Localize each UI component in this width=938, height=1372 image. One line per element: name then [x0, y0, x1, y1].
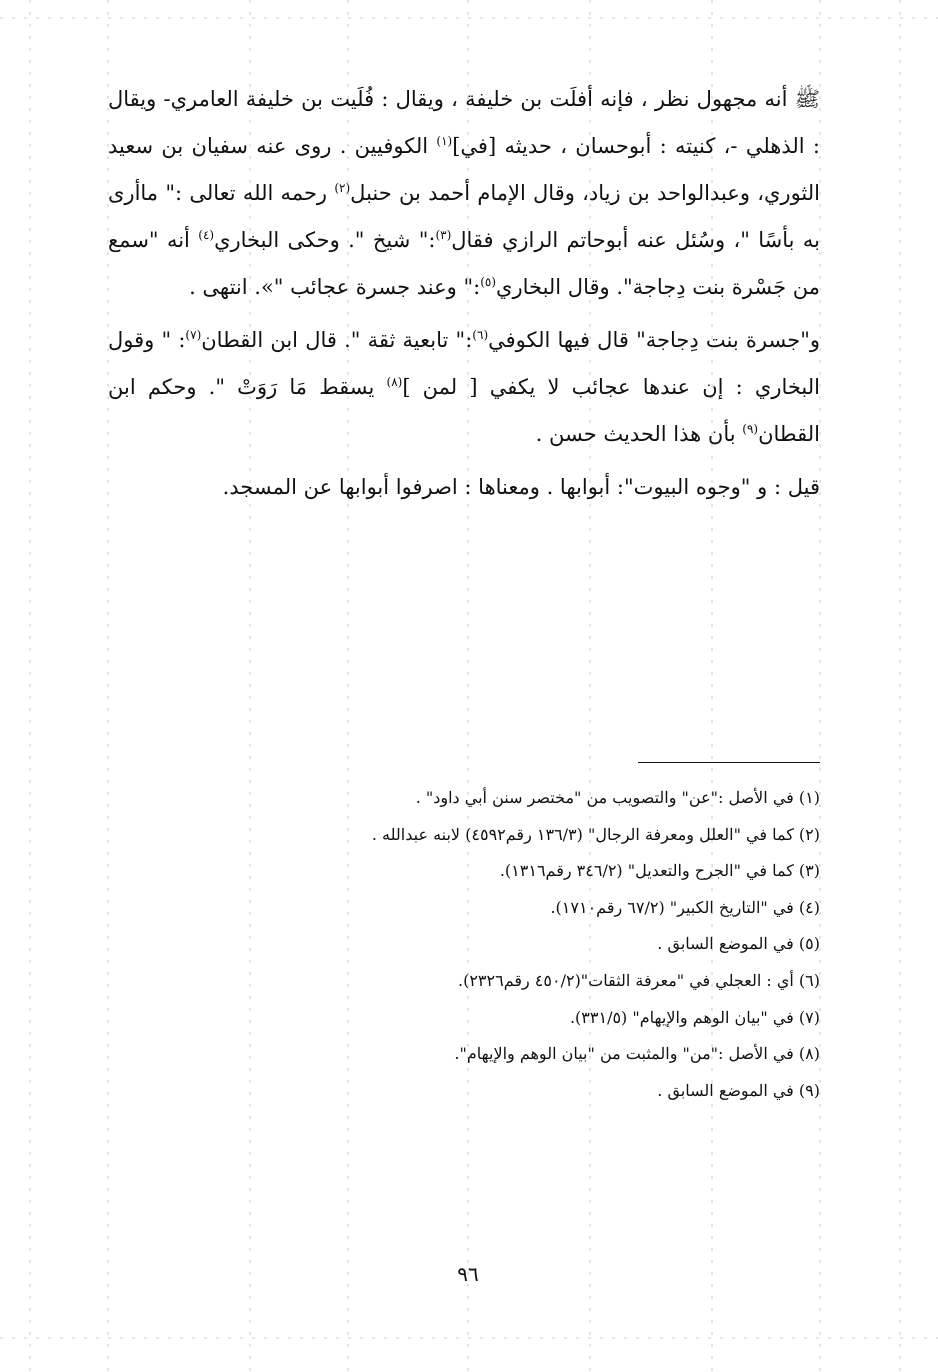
footnote-ref-2: (٢) [334, 181, 351, 195]
page-number: ٩٦ [457, 1262, 479, 1286]
footnote-ref-9: (٩) [742, 422, 759, 436]
footnote-2: (٢) كما في "العلل ومعرفة الرجال" (١٣٦/٣ رقم٤٥٩٢) لابنه عبدالله . [371, 824, 820, 844]
footnote-ref-8: (٨) [386, 375, 403, 389]
footnote-ref-3: (٣) [435, 228, 452, 242]
footnote-ref-4: (٤) [198, 228, 215, 242]
footnote-4: (٤) في "التاريخ الكبير" (٦٧/٢ رقم١٧١٠). [550, 897, 820, 917]
footnote-ref-6: (٦) [472, 328, 489, 342]
footnote-8: (٨) في الأصل :"من" والمثبت من "بيان الوهم والإيهام". [454, 1044, 820, 1064]
footnote-6: (٦) أي : العجلي في "معرفة الثقات"(٤٥٠/٢ رقم٢٣٢٦). [457, 970, 820, 990]
footnote-separator [638, 762, 820, 763]
footnote-ref-1: (١) [436, 134, 453, 148]
paragraph-3: قيل : و "وجوه البيوت": أبوابها . ومعناها : اصرفوا أبوابها عن المسجد. [222, 475, 820, 499]
footnote-7: (٧) في "بيان الوهم والإيهام" (٣٣١/٥). [569, 1007, 820, 1027]
footnote-1: (١) في الأصل :"عن" والتصويب من "مختصر سنن أبي داود" . [415, 788, 820, 807]
footnote-ref-7: (٧) [185, 328, 202, 342]
paragraph-1: ﷺ أنه مجهول نظر ، فإنه أفلَت بن خليفة ، ويقال : فُلَيت بن خليفة العامري- ويقال : الذهلي -، كنيته : أبوحسان ، حديثه [في]$^{(١)}$ الكوفيين . روى عنه سفيان بن سعيد الثوري، وعبدالواحد بن زياد، وقال الإمام أحمد بن حنبل$^{(٢)}$ رحمه الله تعالى :" ماأرى به بأسًا "، وسُئل عنه أبوحاتم الرازي فقال$^{(٣)}$:" شيخ ". وحكى البخاري$^{(٤)}$ أنه "سمع من جَسْرة بنت دِجاجة". وقال البخاري$^{(٥)}$:" وعند جسرة عجائب "». انتهى . [108, 87, 820, 299]
footnotes [108, 780, 820, 1109]
footnote-3: (٣) كما في "الجرح والتعديل" (٣٤٦/٢ رقم١٣١٦). [499, 861, 820, 881]
main-text [108, 76, 820, 511]
footnote-ref-5: (٥) [480, 275, 497, 289]
footnote-5: (٥) في الموضع السابق . [657, 934, 820, 954]
paragraph-2: و"جسرة بنت دِجاجة" قال فيها الكوفي$^{(٦)}$:" تابعية ثقة ". قال ابن القطان$^{(٧)}$: " وقول البخاري : إن عندها عجائب لا يكفي [ لمن ]$^{(٨)}$ يسقط مَا رَوَتْ ". وحكم ابن القطان$^{(٩)}$ بأن هذا الحديث حسن . [108, 328, 820, 446]
footnote-9: (٩) في الموضع السابق . [657, 1080, 820, 1100]
